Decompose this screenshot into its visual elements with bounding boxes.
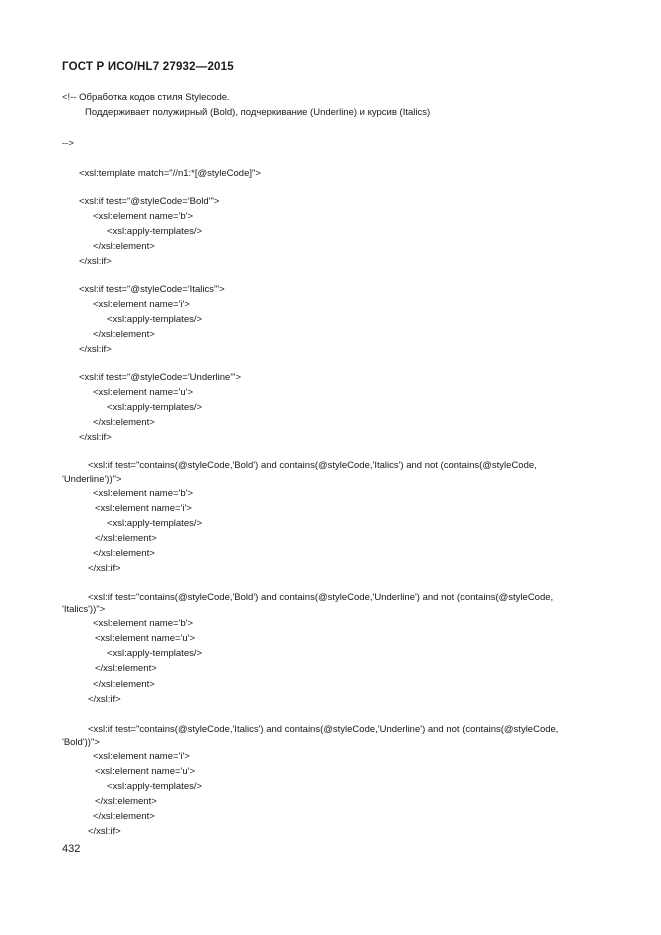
code-line: </xsl:element> xyxy=(93,417,155,428)
code-line: <xsl:if test="@styleCode='Underline'"> xyxy=(79,372,242,383)
code-line: </xsl:if> xyxy=(79,344,112,355)
code-line: <xsl:apply-templates/> xyxy=(107,648,203,659)
code-line: <xsl:element name='b'> xyxy=(93,211,194,222)
code-line: <xsl:if test="contains(@styleCode,'Bold') and contains(@styleCode,'Italics') and not (contains(@styleCode, xyxy=(88,460,537,471)
code-line: </xsl:if> xyxy=(88,694,121,705)
code-line: <xsl:apply-templates/> xyxy=(107,402,203,413)
code-line: 'Underline'))"> xyxy=(62,474,122,485)
code-line: <xsl:element name='u'> xyxy=(95,766,196,777)
code-line: <xsl:element name='i'> xyxy=(93,751,190,762)
code-line: </xsl:element> xyxy=(93,548,155,559)
code-line: <xsl:apply-templates/> xyxy=(107,226,203,237)
code-line: </xsl:element> xyxy=(93,241,155,252)
code-line: <xsl:if test="@styleCode='Bold'"> xyxy=(79,196,220,207)
code-line: </xsl:element> xyxy=(93,679,155,690)
code-line: <xsl:if test="@styleCode='Italics'"> xyxy=(79,284,225,295)
code-line: </xsl:element> xyxy=(95,533,157,544)
code-line: </xsl:if> xyxy=(79,432,112,443)
code-line: <xsl:apply-templates/> xyxy=(107,314,203,325)
code-line: <xsl:element name='i'> xyxy=(95,503,192,514)
code-line: Поддерживает полужирный (Bold), подчеркивание (Underline) и курсив (Italics) xyxy=(85,107,431,118)
code-line: </xsl:element> xyxy=(95,796,157,807)
code-line: <xsl:if test="contains(@styleCode,'Bold') and contains(@styleCode,'Underline') and not (contains(@styleCode, xyxy=(88,592,554,603)
code-line: 'Bold'))"> xyxy=(62,737,100,748)
code-line: --> xyxy=(62,138,74,149)
code-line: <xsl:element name='u'> xyxy=(95,633,196,644)
page-number: 432 xyxy=(62,843,81,855)
code-line: </xsl:if> xyxy=(88,563,121,574)
code-line: <xsl:if test="contains(@styleCode,'Italics') and contains(@styleCode,'Underline') and not (contains(@styleCode, xyxy=(88,724,559,735)
code-line: </xsl:element> xyxy=(93,329,155,340)
document-header: ГОСТ Р ИСО/HL7 27932—2015 xyxy=(62,61,234,73)
code-line: <xsl:element name='b'> xyxy=(93,618,194,629)
code-line: 'Italics'))"> xyxy=(62,604,106,615)
code-line: <xsl:element name='u'> xyxy=(93,387,194,398)
code-line: <xsl:apply-templates/> xyxy=(107,781,203,792)
code-line: </xsl:if> xyxy=(79,256,112,267)
code-line: <xsl:template match="//n1:*[@styleCode]"> xyxy=(79,168,261,179)
code-line: </xsl:if> xyxy=(88,826,121,837)
code-line: <!-- Обработка кодов стиля Stylecode. xyxy=(62,92,230,103)
code-line: <xsl:apply-templates/> xyxy=(107,518,203,529)
code-line: </xsl:element> xyxy=(93,811,155,822)
code-line: </xsl:element> xyxy=(95,663,157,674)
code-line: <xsl:element name='b'> xyxy=(93,488,194,499)
code-line: <xsl:element name='i'> xyxy=(93,299,190,310)
